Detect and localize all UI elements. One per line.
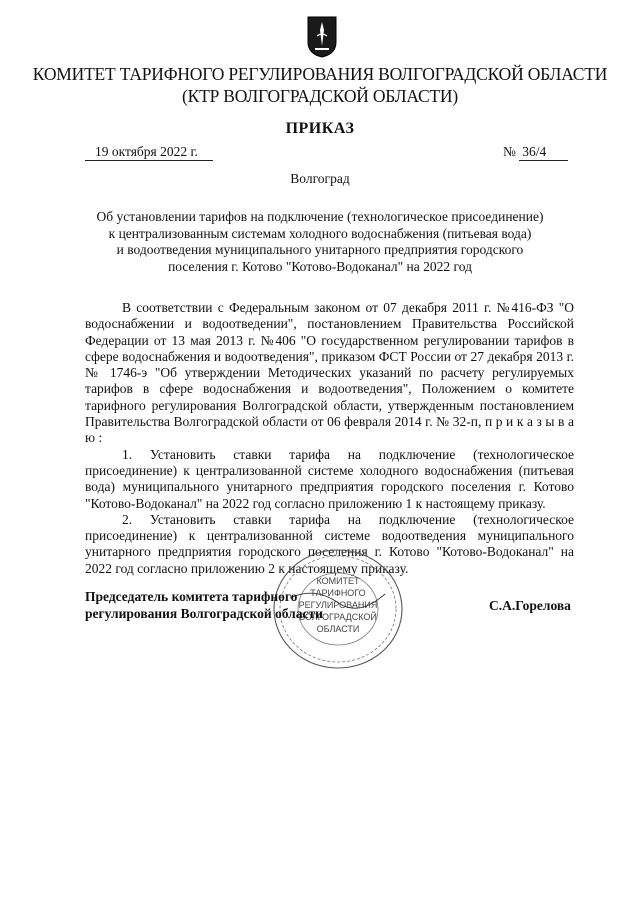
- order-body: [85, 300, 574, 577]
- signatory-position: [85, 588, 323, 622]
- seal-text: ВОЛГОГРАДСКОЙ: [299, 612, 377, 622]
- body-paragraph: 2. Установить ставки тарифа на подключение (технологическое присоединение) к централизованной системе водоотведения муниципального унитарного предприятия городского поселения г. Котово "Котово-Водоканал" на 2022 год согласно приложению 2 к настоящему приказу.: [85, 511, 574, 576]
- signatory-name: С.А.Горелова: [489, 598, 571, 613]
- subject-line: и водоотведения муниципального унитарного предприятия городского: [116, 242, 524, 257]
- order-date: 19 октября 2022 г.: [85, 143, 213, 161]
- body-paragraph: 1. Установить ставки тарифа на подключение (технологическое присоединение) к централизованной системе холодного водоснабжения (питьевая вода) муниципального унитарного предприятия городского поселения г. Котово "Котово-Водоканал" на 2022 год согласно приложению 1 к настоящему приказу.: [85, 446, 574, 511]
- signatory-position-line: Председатель комитета тарифного: [85, 589, 298, 604]
- committee-name: КОМИТЕТ ТАРИФНОГО РЕГУЛИРОВАНИЯ ВОЛГОГРАДСКОЙ ОБЛАСТИ: [32, 64, 608, 84]
- seal-text: КОМИТЕТ: [316, 576, 360, 586]
- order-city: Волгоград: [290, 171, 350, 186]
- order-number-label: №: [503, 144, 516, 159]
- subject-line: поселения г. Котово "Котово-Водоканал" на 2022 год: [168, 258, 472, 274]
- body-paragraph: В соответствии с Федеральным законом от 07 декабря 2011 г. №416-ФЗ "О водоснабжении и водоотведении", постановлением Правительства Российской Федерации от 13 мая 2013 г. №406 "О государственном регулировании тарифов в сфере водоснабжения и водоотведения", приказом ФСТ России от 27 декабря 2013 г. № 1746-э "Об утверждении Методических указаний по расчету регулируемых тарифов в сфере водоснабжения и водоотведения", Положением о комитете тарифного регулирования Волгоградской области, утвержденным постановлением Правительства Волгоградской области от 06 февраля 2014 г. № 32-п, п р и к а з ы в а ю :: [85, 300, 574, 446]
- order-number: 36/4: [519, 143, 568, 161]
- subject-line: Об установлении тарифов на подключение (технологическое присоединение): [96, 209, 544, 224]
- document-title: ПРИКАЗ: [285, 120, 355, 137]
- coat-of-arms-icon: [307, 16, 337, 58]
- subject-line: к централизованным системам холодного водоснабжения (питьевая вода): [108, 225, 532, 241]
- signatory-position-line: регулирования Волгоградской области: [85, 606, 323, 621]
- order-number-field: [503, 143, 568, 161]
- seal-text: РЕГУЛИРОВАНИЯ: [298, 600, 378, 610]
- order-subject: [95, 209, 545, 275]
- committee-short-name: (КТР ВОЛГОГРАДСКОЙ ОБЛАСТИ): [182, 86, 458, 106]
- seal-text: ТАРИФНОГО: [310, 588, 366, 598]
- seal-text: ОБЛАСТИ: [316, 624, 360, 634]
